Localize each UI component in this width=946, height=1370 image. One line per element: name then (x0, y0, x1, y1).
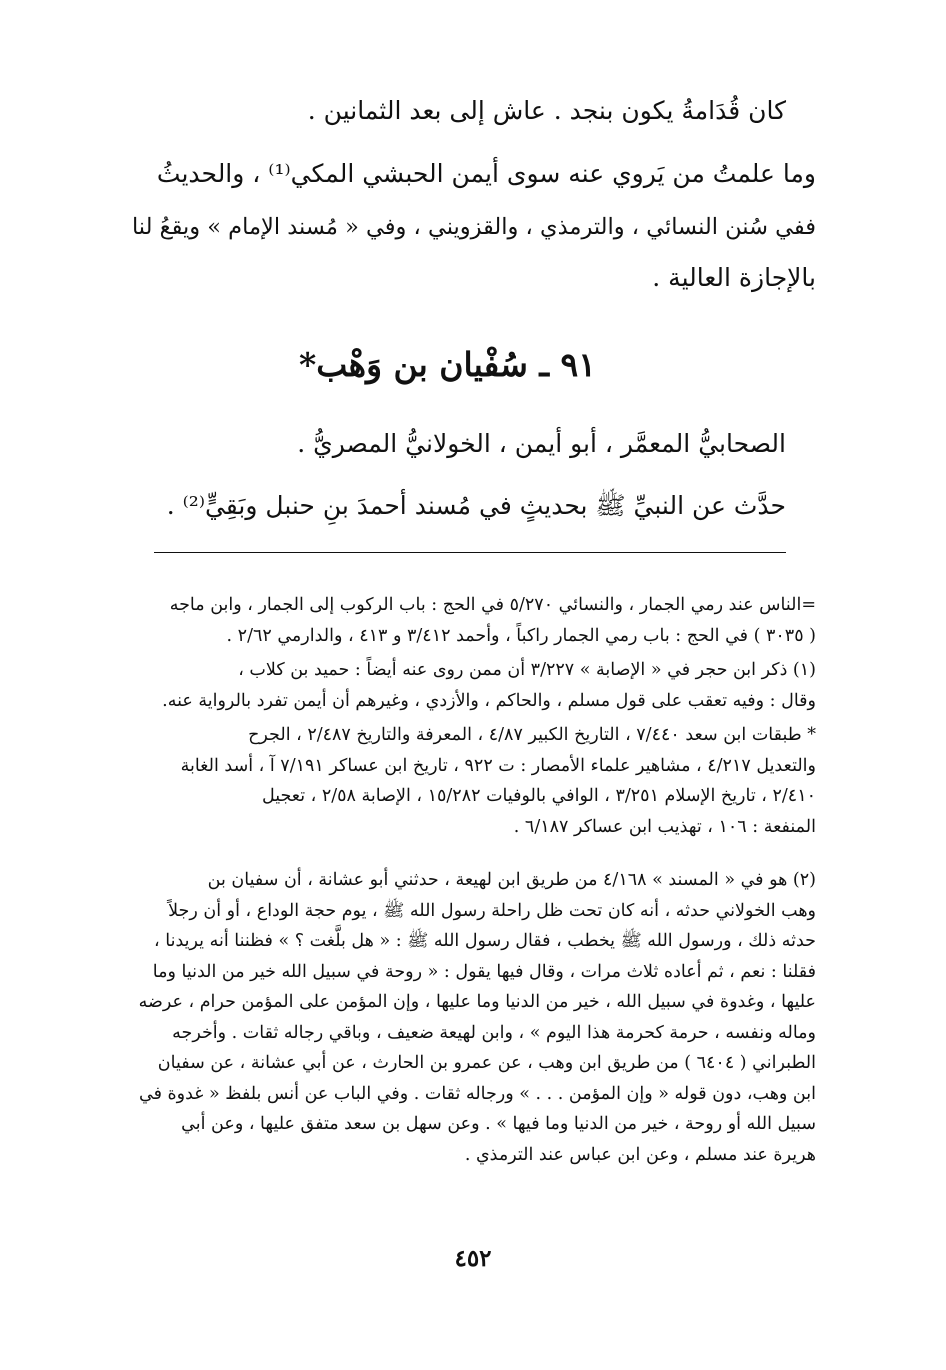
body-line-4: بالإجازة العالية . (652, 263, 816, 292)
body-line-3: ففي سُنن النسائي ، والترمذي ، والقزويني ، وفي « مُسند الإمام » ويقعُ لنا (131, 214, 816, 240)
footnote-1 (126, 655, 816, 716)
footnote-divider (154, 552, 786, 553)
footnote-line: ٢/٤١٠ ، تاريخ الإسلام ٣/٢٥١ ، الوافي بالوفيات ١٥/٢٨٢ ، الإصابة ٢/٥٨ ، تعجيل (261, 786, 816, 806)
footnote-line: ( ٣٠٣٥ ) في الحج : باب رمي الجمار راكباً ، وأحمد ٣/٤١٢ و ٤١٣ ، والدارمي ٢/٦٢ . (226, 625, 816, 646)
entry-heading: ٩١ ـ سُفْيان بن وَهْب* (299, 345, 596, 384)
footnote-line: (١) ذكر ابن حجر في « الإصابة » ٣/٢٢٧ أن ممن روى عنه أيضاً : حميد بن كلاب ، (238, 660, 816, 680)
footnote-line: وقال : وفيه تعقب على قول مسلم ، والحاكم ، والأزدي ، وغيرهم أن أيمن تفرد بالرواية عنه. (162, 690, 816, 711)
footnote-line: الطبراني ( ٦٤٠٤ ) من طريق ابن وهب ، عن عمرو بن الحارث ، عن أبي عشانة ، عن سفيان (157, 1053, 816, 1073)
entry-line-2: حدَّث عن النبيِّ ﷺ بحديثٍ في مُسند أحمدَ بنِ حنبل وبَقِيٍّ⁽²⁾ . (166, 491, 786, 520)
footnote-line: المنفعة : ١٠٦ ، تهذيب ابن عساكر ٦/١٨٧ . (513, 816, 816, 837)
body-line-2: وما علمتُ من يَروي عنه سوى أيمن الحبشي المكي⁽¹⁾ ، والحديثُ (156, 159, 816, 188)
footnote-line: (٢) هو في « المسند » ٤/١٦٨ من طريق ابن لهيعة ، حدثني أبو عشانة ، أن سفيان بن (207, 870, 816, 890)
entry-line-1: الصحابيُّ المعمَّر ، أبو أيمن ، الخولانيُّ المصريُّ . (297, 429, 786, 458)
footnote-line: حدثه ذلك ، ورسول الله ﷺ يخطب ، فقال رسول الله ﷺ : « هل بلَّغت ؟ » فظننا أنه يريدنا ، (154, 931, 816, 951)
footnote-line: فقلنا : نعم ، ثم أعاده ثلاث مرات ، وقال فيها يقول : « روحة في سبيل الله خير من الدنيا وما (152, 961, 816, 982)
footnote-continuation (126, 590, 816, 651)
page-number: ٤٥٢ (454, 1245, 492, 1272)
footnote-line: وهب الخولاني حدثه ، أنه كان تحت ظل راحلة رسول الله ﷺ ، يوم حجة الوداع ، أو أن رجلاً (168, 900, 816, 921)
footnote-line: وماله ونفسه ، حرمة كحرمة هذا اليوم » ، وابن لهيعة ضعيف ، وباقي رجاله ثقات . وأخرجه (172, 1022, 816, 1043)
footnote-line: ابن وهب، دون قوله « وإن المؤمن . . . » ورجاله ثقات . وفي الباب عن أنس بلفظ « غدوة في (138, 1083, 816, 1104)
footnote-2 (126, 865, 816, 1170)
footnote-line: سبيل الله أو روحة ، خير من الدنيا وما فيها » . وعن سهل بن سعد متفق عليها ، وعن أبي (181, 1114, 816, 1134)
footnote-line: * طبقات ابن سعد ٧/٤٤٠ ، التاريخ الكبير ٤/٨٧ ، المعرفة والتاريخ ٢/٤٨٧ ، الجرح (248, 725, 816, 745)
body-line-1: كان قُدَامةُ يكون بنجد . عاش إلى بعد الثمانين . (307, 96, 786, 125)
footnote-line: =الناس عند رمي الجمار ، والنسائي ٥/٢٧٠ في الحج : باب الركوب إلى الجمار ، وابن ماجه (169, 595, 816, 615)
footnote-line: عليها ، وغدوة في سبيل الله ، خير من الدنيا وما عليها ، وإن المؤمن على المؤمن حرام ، عرضه (138, 992, 816, 1012)
footnote-line: والتعديل ٤/٢١٧ ، مشاهير علماء الأمصار : ت ٩٢٢ ، تاريخ ابن عساكر ٧/١٩١ آ ، أسد الغابة (180, 755, 816, 776)
footnote-sources (126, 720, 816, 842)
footnote-line: هريرة عند مسلم ، وعن ابن عباس عند الترمذي . (464, 1144, 816, 1165)
